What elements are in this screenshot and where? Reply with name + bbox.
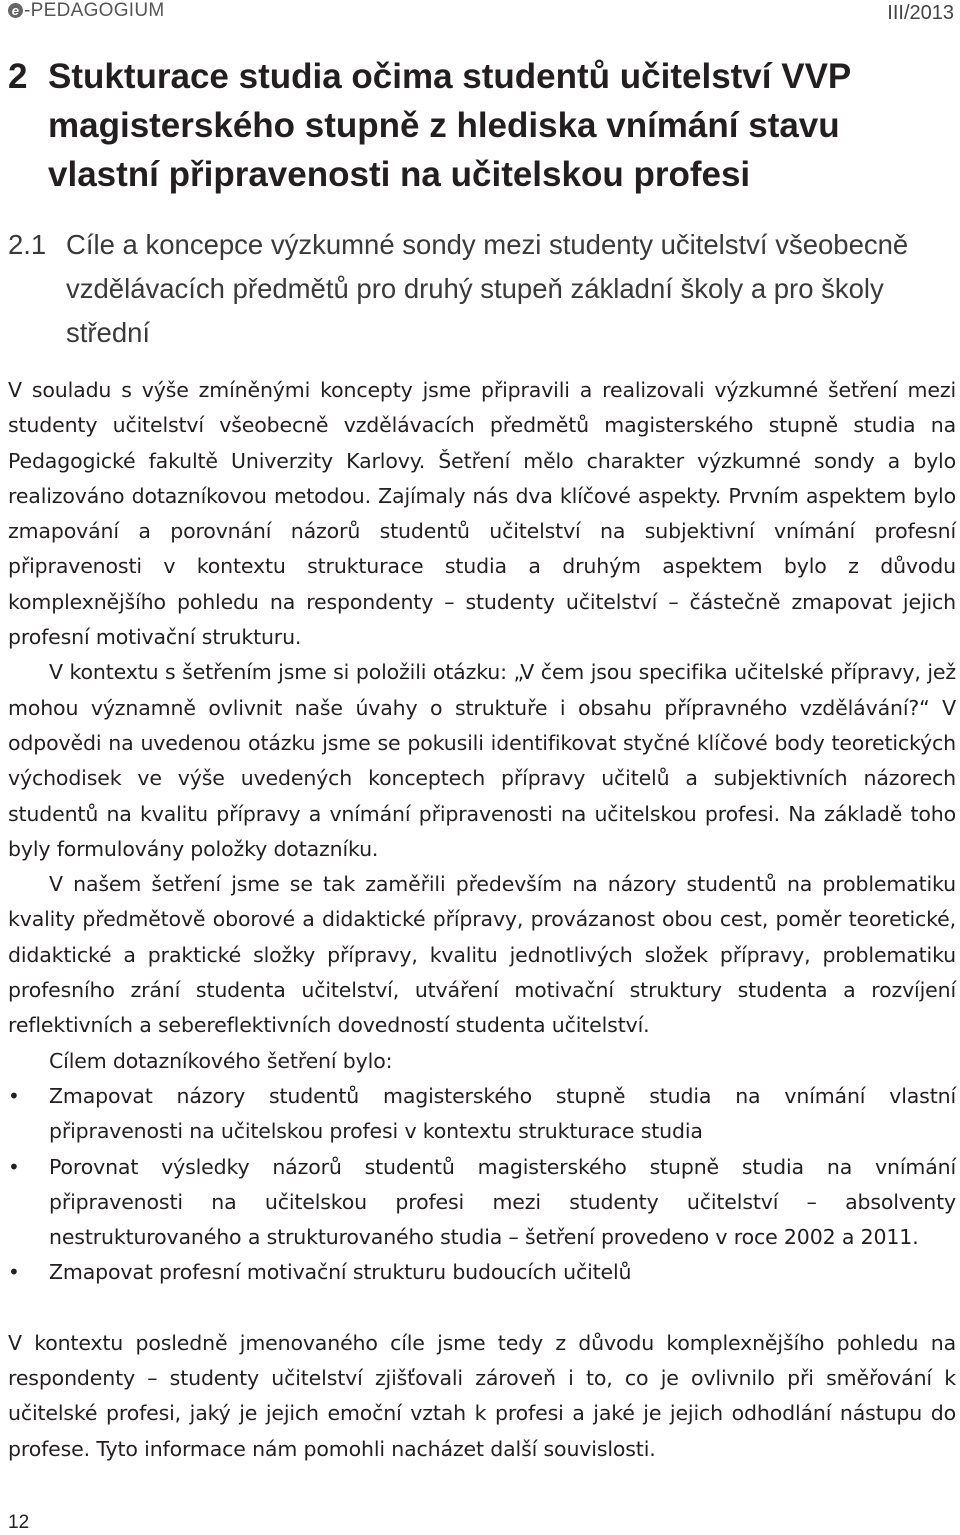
closing-paragraph: V kontextu posledně jmenovaného cíle jsme tedy z důvodu komplexnějšího pohledu na respondenty – studenty učitelství zjišťovali zároveň i to, co je ovlivnilo při směřování k učitelské profesi, jaký je jejich emoční vztah k profesi a jaké je jejich odhodlání nástupu do profese. Tyto informace nám pomohli nacházet další souvislosti. (8, 1330, 956, 1461)
list-item (8, 1255, 956, 1290)
paragraph: V kontextu s šetřením jsme si položili otázku: „V čem jsou specifika učitelské přípravy, jež mohou významně ovlivnit naše úvahy o struktuře i obsahu přípravného vzdělávání?“ V odpovědi na uvedenou otázku jsme se pokusili identifikovat styčné klíčové body teoretických východisek ve výše uvedených konceptech přípravy učitelů a subjektivních názorech studentů na kvalitu přípravy a vnímání připravenosti na učitelskou profesi. Na základě toho byly formulovány položky dotazníku. (8, 660, 956, 861)
list-item-text: Zmapovat názory studentů magisterského stupně studia na vnímání vlastní připravenosti na učitelskou profesi v kontextu strukturace studia (49, 1083, 956, 1144)
list-item (8, 1079, 956, 1150)
page-header (0, 0, 960, 30)
subsection-heading (8, 223, 956, 355)
section-number: 2 (8, 57, 28, 96)
bullet-icon: • (8, 1260, 20, 1285)
list-item (8, 1150, 956, 1256)
bullet-icon: • (8, 1083, 20, 1108)
issue-number: III/2013 (887, 2, 954, 24)
subsection-title: Cíle a koncepce výzkumné sondy mezi studenty učitelství všeobecně vzdělávacích předmětů pro druhý stupeň základní školy a pro školy střední (66, 229, 909, 348)
paragraph: V našem šetření jsme se tak zaměřili především na názory studentů na problematiku kvality předmětově oborové a didaktické přípravy, provázanost obou cest, poměr teoretické, didaktické a praktické složky přípravy, kvalitu jednotlivých složek přípravy, problematiku profesního zrání studenta učitelství, utváření motivační struktury studenta a rozvíjení reflektivních a sebereflektivních dovedností studenta učitelství. (8, 872, 956, 1038)
goals-list (8, 1079, 956, 1291)
paragraph: V souladu s výše zmíněnými koncepty jsme připravili a realizovali výzkumné šetření mezi studenty učitelství všeobecně vzdělávacích předmětů magisterského stupně studia na Pedagogické fakultě Univerzity Karlovy. Šetření mělo charakter výzkumné sondy a bylo realizováno dotazníkovou metodou. Zajímaly nás dva klíčové aspekty. Prvním aspektem bylo zmapování a porovnání názorů studentů učitelství na subjektivní vnímání profesní připravenosti v kontextu strukturace studia a druhým aspektem bylo z důvodu komplexnějšího pohledu na respondenty – studenty učitelství – částečně zmapovat jejich profesní motivační strukturu. (8, 378, 956, 650)
list-item-text: Porovnat výsledky názorů studentů magisterského stupně studia na vnímání připravenosti na učitelskou profesi mezi studenty učitelství – absolventy nestrukturovaného a strukturovaného studia – šetření provedeno v roce 2002 a 2011. (49, 1154, 956, 1250)
subsection-number: 2.1 (8, 229, 47, 260)
page-number: 12 (8, 1512, 30, 1533)
spacer (8, 1291, 956, 1326)
article-body (8, 52, 956, 1467)
body-text (8, 373, 956, 1467)
journal-logo (8, 0, 165, 22)
list-item-text: Zmapovat profesní motivační strukturu budoucích učitelů (49, 1260, 632, 1285)
section-heading (8, 52, 956, 199)
logo-text: -PEDAGOGIUM (24, 0, 165, 21)
logo-e-icon: e (8, 3, 23, 18)
section-title: Stukturace studia očima studentů učitelství VVP magisterského stupně z hlediska vnímání stavu vlastní připravenosti na učitelskou profesi (48, 57, 851, 194)
bullet-icon: • (8, 1154, 20, 1179)
paragraph: Cílem dotazníkového šetření bylo: (49, 1048, 393, 1073)
